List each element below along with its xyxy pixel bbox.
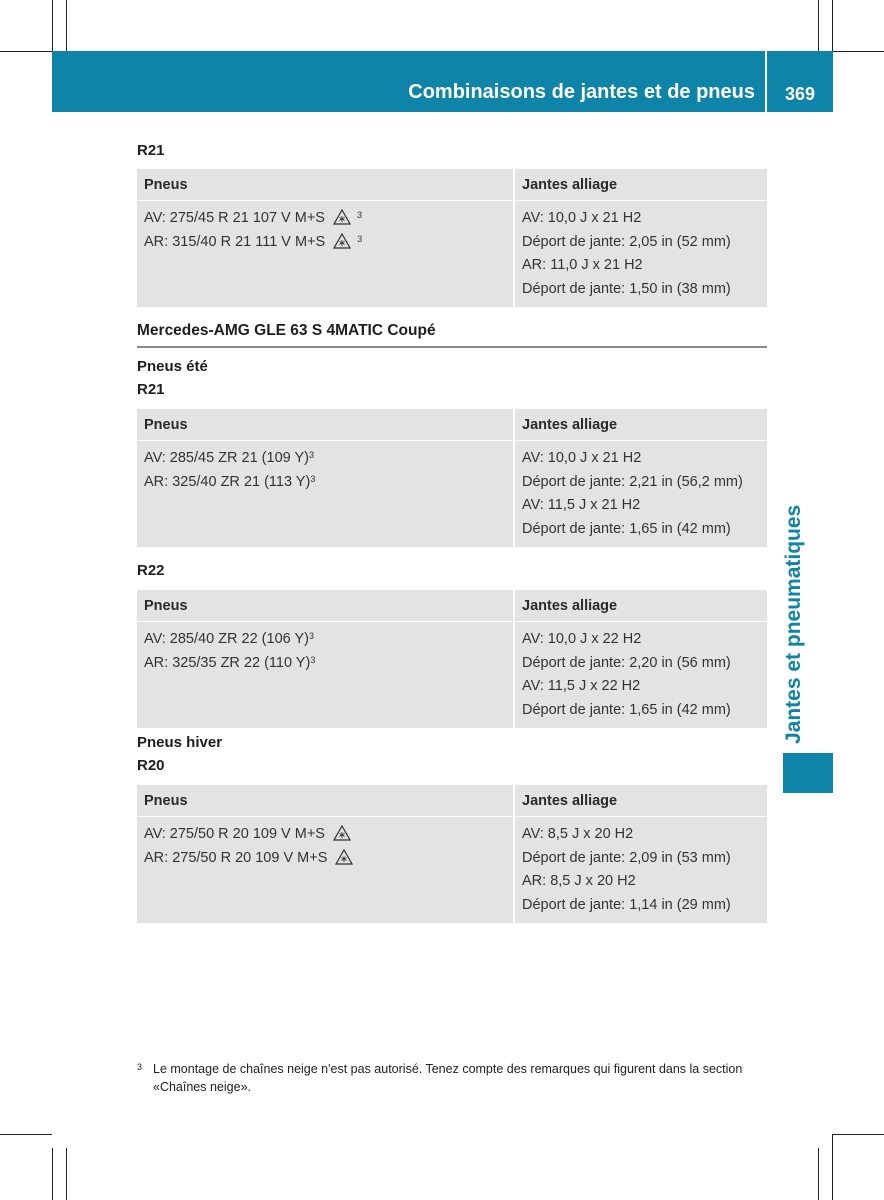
tire-spec: AR: 325/40 ZR 21 (113 Y)$^3$ xyxy=(144,473,316,490)
model-heading: Mercedes-AMG GLE 63 S 4MATIC Coupé xyxy=(137,322,767,348)
crop-mark xyxy=(833,1134,884,1135)
snowflake-mountain-icon xyxy=(333,232,351,250)
snowflake-mountain-icon xyxy=(333,208,351,226)
page-number-box xyxy=(767,51,833,112)
rim-spec: AR: 8,5 J x 20 H2 xyxy=(522,873,636,889)
tire-spec: AR: 315/40 R 21 111 V M+S $^3$ xyxy=(144,233,363,250)
rims-cell xyxy=(514,201,767,308)
crop-mark xyxy=(66,0,67,51)
tire-rim-table xyxy=(137,590,767,728)
column-header-tires: Pneus xyxy=(137,169,514,201)
crop-mark xyxy=(52,0,53,51)
tire-type-label: Pneus été xyxy=(137,358,208,375)
tire-spec: AV: 275/50 R 20 109 V M+S xyxy=(144,823,506,847)
crop-mark xyxy=(52,1148,53,1200)
tire-rim-table xyxy=(137,169,767,307)
tires-cell xyxy=(137,817,514,924)
table-row xyxy=(137,201,767,308)
crop-mark xyxy=(0,1134,52,1135)
rim-spec: Déport de jante: 1,65 in (42 mm) xyxy=(522,520,731,537)
crop-mark xyxy=(66,1148,67,1200)
tire-spec: AR: 275/50 R 20 109 V M+S xyxy=(144,847,506,871)
rim-spec: Déport de jante: 2,09 in (53 mm) xyxy=(522,849,731,866)
table-header-row xyxy=(137,169,767,201)
tire-spec: AV: 275/45 R 21 107 V M+S $^3$ xyxy=(144,210,362,226)
crop-mark xyxy=(832,0,833,51)
crop-mark xyxy=(818,0,819,51)
column-header-rims: Jantes alliage xyxy=(514,590,767,622)
column-header-rims: Jantes alliage xyxy=(514,785,767,817)
tires-cell xyxy=(137,201,514,308)
tires-cell xyxy=(137,622,514,729)
table-header-row xyxy=(137,785,767,817)
rim-spec: AV: 8,5 J x 20 H2 xyxy=(522,826,634,842)
snowflake-mountain-icon xyxy=(333,824,351,842)
rim-spec: AV: 10,0 J x 21 H2 xyxy=(522,210,642,226)
rim-spec: Déport de jante: 2,05 in (52 mm) xyxy=(522,233,731,250)
column-header-tires: Pneus xyxy=(137,409,514,441)
page-number: 369 xyxy=(784,84,816,104)
rim-spec: Déport de jante: 2,20 in (56 mm) xyxy=(522,654,731,671)
table-row xyxy=(137,817,767,924)
column-header-tires: Pneus xyxy=(137,785,514,817)
footnote xyxy=(137,1060,767,1096)
rim-spec: AR: 11,0 J x 21 H2 xyxy=(522,257,643,273)
column-header-rims: Jantes alliage xyxy=(514,409,767,441)
footnote-text: Le montage de chaînes neige n'est pas autorisé. Tenez compte des remarques qui figurent dans la section «Chaînes neige». xyxy=(153,1062,743,1094)
tires-cell xyxy=(137,441,514,548)
rim-spec: Déport de jante: 1,50 in (38 mm) xyxy=(522,280,731,297)
crop-mark xyxy=(818,1148,819,1200)
rim-spec: AV: 11,5 J x 22 H2 xyxy=(522,678,641,694)
footnote-mark: 3 xyxy=(137,1062,143,1072)
rim-spec: AV: 10,0 J x 21 H2 xyxy=(522,450,642,466)
rim-spec: Déport de jante: 1,14 in (29 mm) xyxy=(522,896,731,913)
rims-cell xyxy=(514,817,767,924)
table-row xyxy=(137,441,767,548)
crop-mark xyxy=(833,51,884,52)
tire-rim-table xyxy=(137,785,767,923)
crop-mark xyxy=(832,1134,833,1200)
chapter-tab-label: Jantes et pneumatiques xyxy=(782,504,805,744)
crop-mark xyxy=(0,51,52,52)
column-header-tires: Pneus xyxy=(137,590,514,622)
rim-spec: Déport de jante: 1,65 in (42 mm) xyxy=(522,701,731,718)
tire-spec: AV: 285/45 ZR 21 (109 Y)$^3$ xyxy=(144,450,314,466)
tire-rim-table xyxy=(137,409,767,547)
rim-size-label: R22 xyxy=(137,562,165,579)
tire-type-label: Pneus hiver xyxy=(137,734,223,751)
rims-cell xyxy=(514,622,767,729)
tire-spec: AR: 325/35 ZR 22 (110 Y)$^3$ xyxy=(144,654,316,671)
table-row xyxy=(137,622,767,729)
chapter-tab-marker xyxy=(783,753,833,793)
rims-cell xyxy=(514,441,767,548)
rim-size-label: R20 xyxy=(137,757,165,774)
rim-spec: AV: 11,5 J x 21 H2 xyxy=(522,497,641,513)
rim-spec: AV: 10,0 J x 22 H2 xyxy=(522,631,642,647)
rim-size-label: R21 xyxy=(137,142,165,159)
rim-size-label: R21 xyxy=(137,381,165,398)
tire-spec: AV: 285/40 ZR 22 (106 Y)$^3$ xyxy=(144,631,314,647)
table-header-row xyxy=(137,409,767,441)
header-bar xyxy=(52,51,765,112)
rim-spec: Déport de jante: 2,21 in (56,2 mm) xyxy=(522,473,743,490)
page-title: Combinaisons de jantes et de pneus xyxy=(408,81,755,103)
column-header-rims: Jantes alliage xyxy=(514,169,767,201)
table-header-row xyxy=(137,590,767,622)
snowflake-mountain-icon xyxy=(335,848,353,866)
